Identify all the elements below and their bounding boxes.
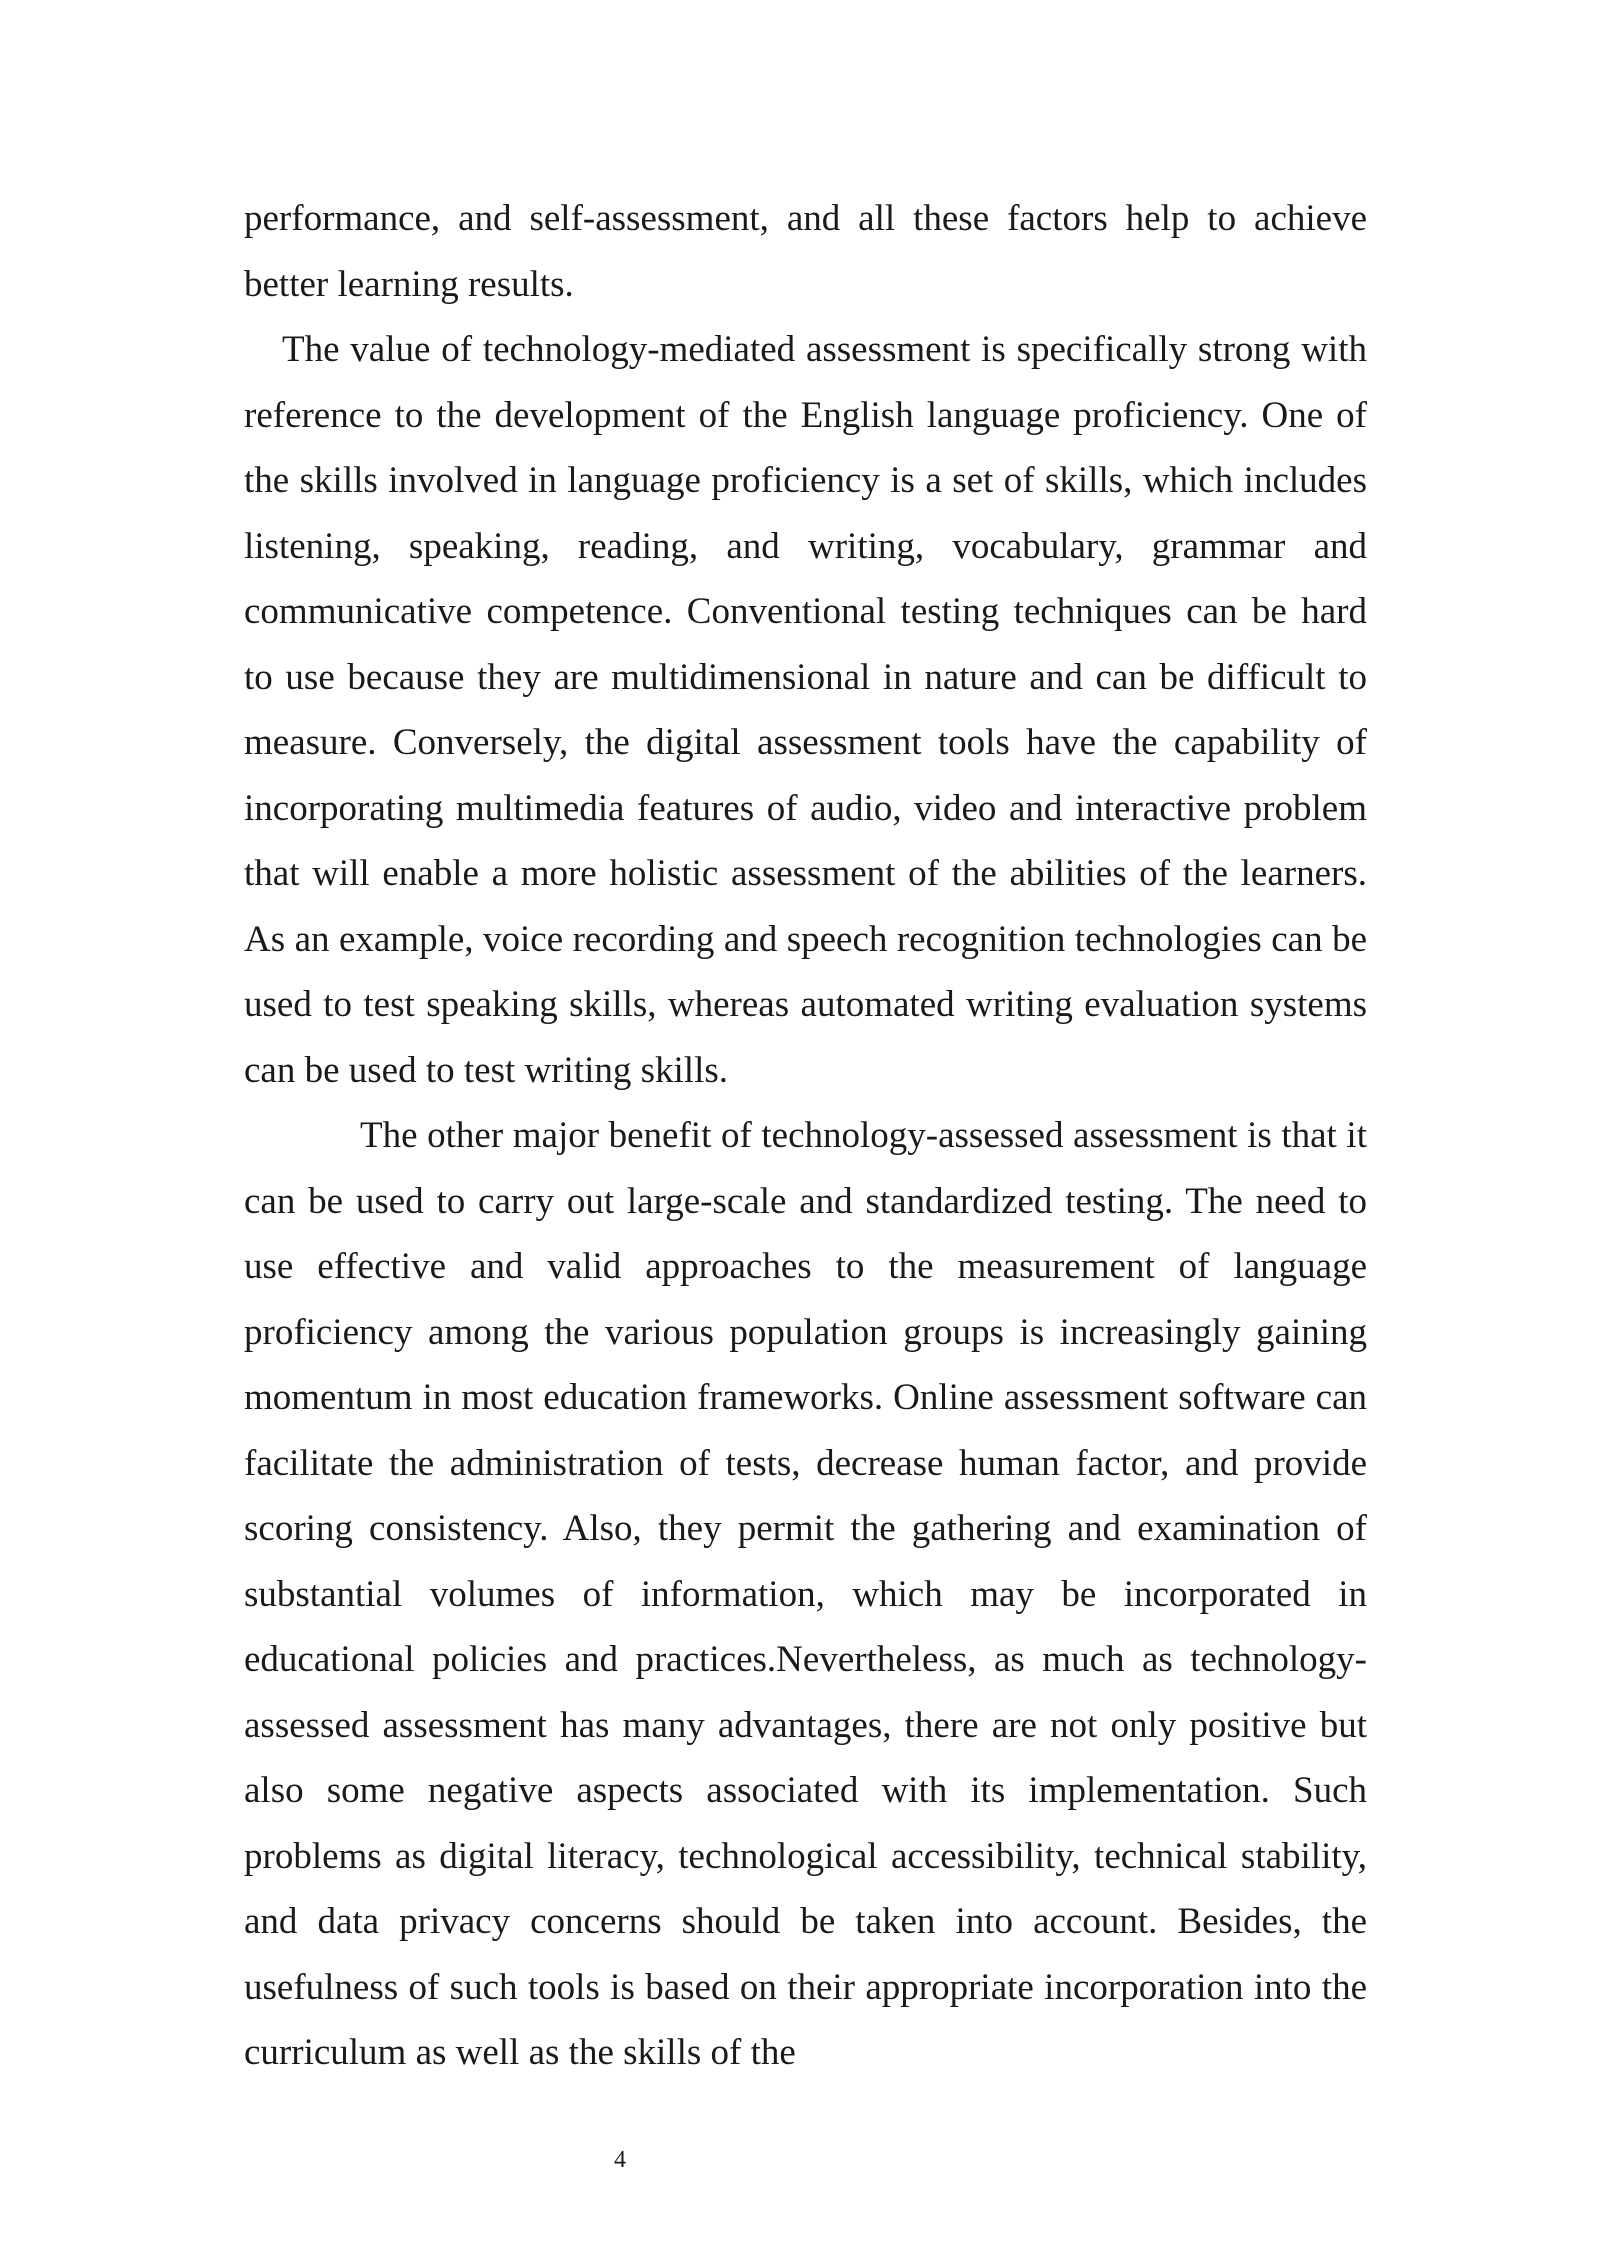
- paragraph-3: The other major benefit of technology-assessed assessment is that it can be used to carry out large-scale and standardized testing. The need to use effective and valid approaches to the measurement of language proficiency among the various population groups is increasingly gaining momentum in most education frameworks. Online assessment software can facilitate the administration of tests, decrease human factor, and provide scoring consistency. Also, they permit the gathering and examination of substantial volumes of information, which may be incorporated in educational policies and practices.Nevertheless, as much as technology-assessed assessment has many advantages, there are not only positive but also some negative aspects associated with its implementation. Such problems as digital literacy, technological accessibility, technical stability, and data privacy concerns should be taken into account. Besides, the usefulness of such tools is based on their appropriate incorporation into the curriculum as well as the skills of the: [244, 1115, 1367, 2073]
- body-text: [244, 186, 1367, 2086]
- page-number: 4: [614, 2147, 626, 2173]
- paragraph-2: The value of technology-mediated assessment is specifically strong with reference to the development of the English language proficiency. One of the skills involved in language proficiency is a set of skills, which includes listening, speaking, reading, and writing, vocabulary, grammar and communicative competence. Conventional testing techniques can be hard to use because they are multidimensional in nature and can be difficult to measure. Conversely, the digital assessment tools have the capability of incorporating multimedia features of audio, video and interactive problem that will enable a more holistic assessment of the abilities of the learners. As an example, voice recording and speech recognition technologies can be used to test speaking skills, whereas automated writing evaluation systems can be used to test writing skills.: [244, 329, 1367, 1091]
- paragraph-1: performance, and self-assessment, and all these factors help to achieve better learning results.: [244, 198, 1367, 305]
